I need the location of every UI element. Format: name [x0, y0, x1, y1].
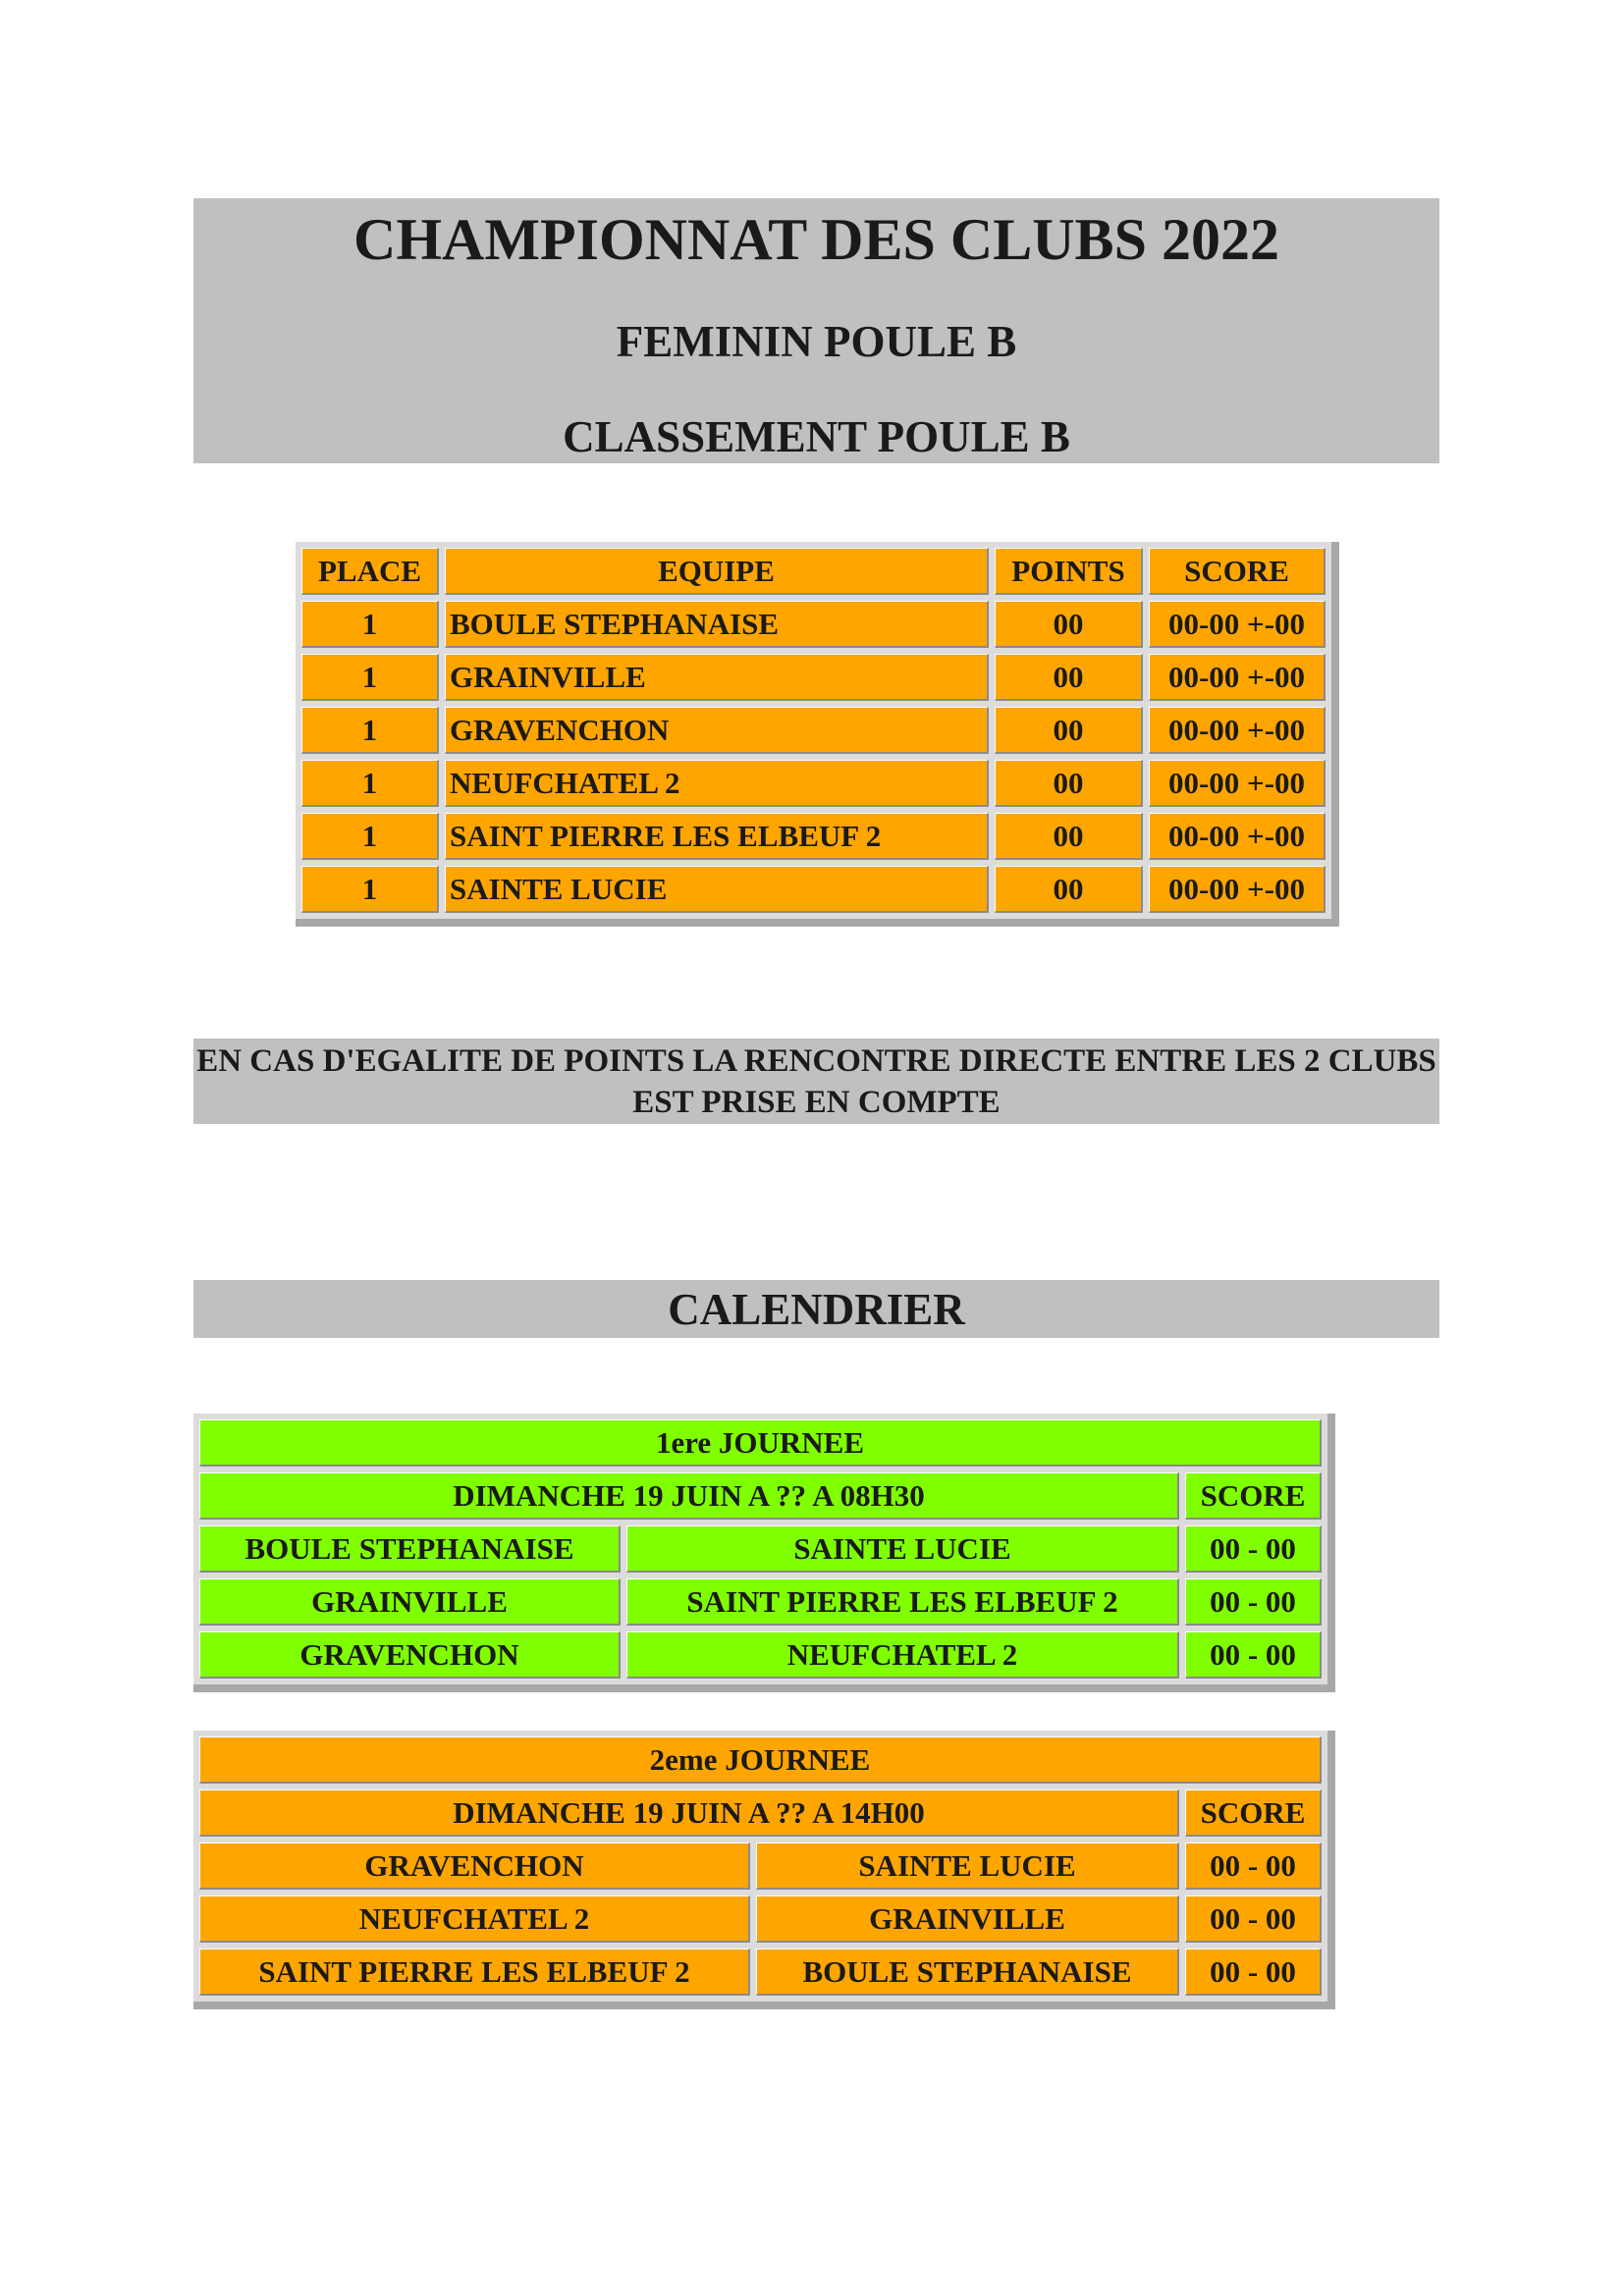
points-cell: 00 [995, 601, 1143, 648]
match-score: 00 - 00 [1185, 1896, 1322, 1943]
score-cell: 00-00 +-00 [1149, 813, 1326, 860]
home-team: SAINT PIERRE LES ELBEUF 2 [199, 1949, 750, 1996]
subtitle: FEMININ POULE B [616, 317, 1017, 366]
table-row [301, 601, 1326, 648]
score-cell: 00-00 +-00 [1149, 654, 1326, 701]
place-cell: 1 [301, 601, 439, 648]
table-row [301, 760, 1326, 807]
points-cell: 00 [995, 707, 1143, 754]
away-team: GRAINVILLE [756, 1896, 1179, 1943]
journee-1-table [193, 1414, 1335, 1692]
tiebreak-note: EN CAS D'EGALITE DE POINTS LA RENCONTRE DIRECTE ENTRE LES 2 CLUBS EST PRISE EN COMPTE [193, 1039, 1439, 1124]
column-header-team: EQUIPE [445, 548, 989, 595]
away-team: SAINTE LUCIE [756, 1842, 1179, 1890]
match-score: 00 - 00 [1185, 1578, 1322, 1626]
place-cell: 1 [301, 760, 439, 807]
ranking-title: CLASSEMENT POULE B [563, 412, 1070, 461]
points-cell: 00 [995, 866, 1143, 913]
team-cell: SAINTE LUCIE [445, 866, 989, 913]
table-row [301, 813, 1326, 860]
team-cell: SAINT PIERRE LES ELBEUF 2 [445, 813, 989, 860]
home-team: NEUFCHATEL 2 [199, 1896, 750, 1943]
team-cell: NEUFCHATEL 2 [445, 760, 989, 807]
home-team: GRAVENCHON [199, 1631, 621, 1679]
journee-title: 1ere JOURNEE [199, 1419, 1322, 1467]
page-title: CHAMPIONNAT DES CLUBS 2022 [353, 207, 1279, 272]
table-row [301, 707, 1326, 754]
points-cell: 00 [995, 813, 1143, 860]
team-cell: GRAVENCHON [445, 707, 989, 754]
match-score: 00 - 00 [1185, 1842, 1322, 1890]
journee-date: DIMANCHE 19 JUIN A ?? A 08H30 [199, 1472, 1179, 1520]
table-row [301, 654, 1326, 701]
away-team: NEUFCHATEL 2 [626, 1631, 1179, 1679]
match-row [199, 1525, 1322, 1573]
journee-title-row [199, 1736, 1322, 1784]
match-score: 00 - 00 [1185, 1631, 1322, 1679]
match-row [199, 1631, 1322, 1679]
score-cell: 00-00 +-00 [1149, 707, 1326, 754]
home-team: GRAVENCHON [199, 1842, 750, 1890]
header-banner [193, 198, 1439, 463]
standings-table [296, 542, 1339, 927]
away-team: BOULE STEPHANAISE [756, 1949, 1179, 1996]
place-cell: 1 [301, 654, 439, 701]
match-score: 00 - 00 [1185, 1525, 1322, 1573]
table-row [301, 866, 1326, 913]
score-header: SCORE [1185, 1789, 1322, 1837]
away-team: SAINTE LUCIE [626, 1525, 1179, 1573]
journee-date-row [199, 1472, 1322, 1520]
score-cell: 00-00 +-00 [1149, 760, 1326, 807]
journee-date-row [199, 1789, 1322, 1837]
column-header-points: POINTS [995, 548, 1143, 595]
points-cell: 00 [995, 654, 1143, 701]
team-cell: BOULE STEPHANAISE [445, 601, 989, 648]
calendar-title: CALENDRIER [193, 1280, 1439, 1338]
table-header-row [301, 548, 1326, 595]
journee-title: 2eme JOURNEE [199, 1736, 1322, 1784]
match-row [199, 1949, 1322, 1996]
match-row [199, 1578, 1322, 1626]
match-score: 00 - 00 [1185, 1949, 1322, 1996]
journee-2-table [193, 1731, 1335, 2009]
home-team: BOULE STEPHANAISE [199, 1525, 621, 1573]
column-header-score: SCORE [1149, 548, 1326, 595]
match-row [199, 1842, 1322, 1890]
journee-title-row [199, 1419, 1322, 1467]
away-team: SAINT PIERRE LES ELBEUF 2 [626, 1578, 1179, 1626]
place-cell: 1 [301, 707, 439, 754]
column-header-place: PLACE [301, 548, 439, 595]
points-cell: 00 [995, 760, 1143, 807]
home-team: GRAINVILLE [199, 1578, 621, 1626]
team-cell: GRAINVILLE [445, 654, 989, 701]
match-row [199, 1896, 1322, 1943]
score-cell: 00-00 +-00 [1149, 866, 1326, 913]
place-cell: 1 [301, 813, 439, 860]
place-cell: 1 [301, 866, 439, 913]
journee-date: DIMANCHE 19 JUIN A ?? A 14H00 [199, 1789, 1179, 1837]
score-header: SCORE [1185, 1472, 1322, 1520]
score-cell: 00-00 +-00 [1149, 601, 1326, 648]
